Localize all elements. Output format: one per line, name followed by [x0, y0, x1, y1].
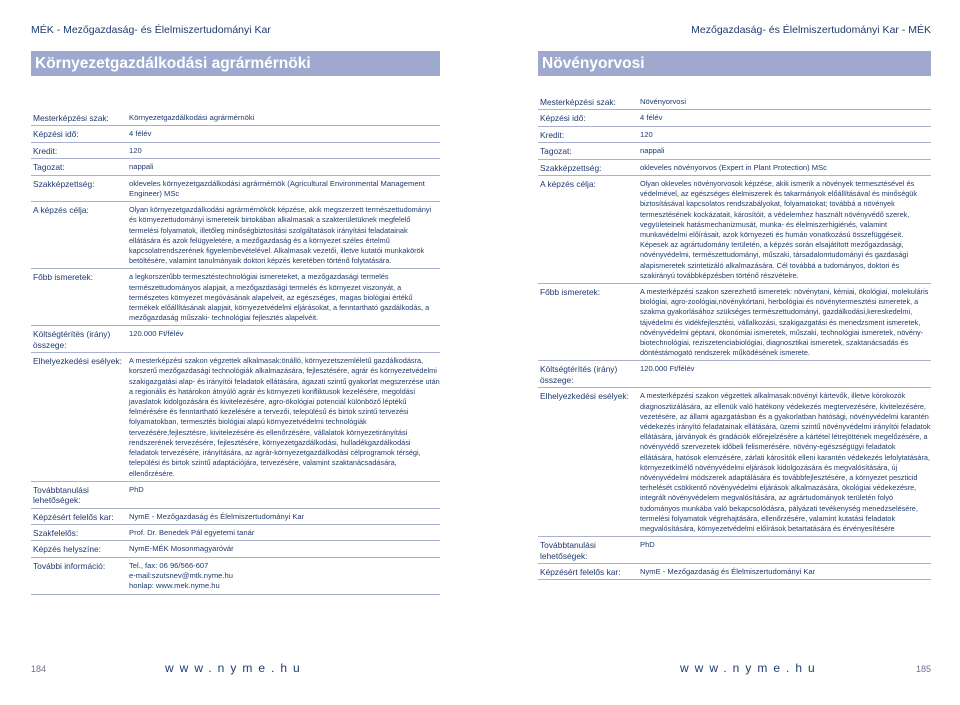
info-row-value: PhD	[129, 484, 144, 494]
info-row-label: Képzés helyszíne:	[33, 544, 101, 555]
info-row-value: Tel., fax: 06 96/566-607 e-mail:szutsnev@mtk.nyme.hu honlap: www.mek.nyme.hu	[129, 560, 233, 591]
info-row-value: Növényorvosi	[640, 97, 687, 106]
info-row	[538, 110, 931, 126]
info-row-label: Tagozat:	[540, 146, 572, 157]
info-row-value: Környezetgazdálkodási agrármérnöki	[129, 113, 255, 122]
info-row-label: A képzés célja:	[540, 179, 596, 190]
info-row	[538, 143, 931, 159]
info-row-value: 120.000 Ft/félév	[640, 364, 695, 374]
info-row-value: 120	[640, 129, 653, 139]
info-row	[538, 564, 931, 580]
info-row-value: A mesterképzési szakon végzettek alkalmasak:növényi kártevők, illetve kórokozók diagnosztizálására, az ellenük való hatékony védekezés megtervezésére, kivitelezésére, vezetésére, az állami agazgatásban és a gyakorlatban hatósági, növényvédelmi karantén védekezés irányító feladatainak ellátására, üzemi szintű növényvédelmi irányítói feladatok ellátására, járványok és gradációk előrejelzésére a kártétel létrejöttének megelőzésére, a növényvédő szervezetek időbeli felismerésére. növény-egészségügyi feladatok ellátására, hatósok elemzésére, zárlati károsítók elleni karantén védekezés lefolytatására, környezetkímélő növényvédelmi eljárások kidolgozására és megvalósítására, új növényvédelmi módszerek adaptálására és továbbfejlesztésére, a környezet peszticid terhelését csökkentő növényvédelmi eljárások alkalmazására, ökológiai védekezésre, integrált növényvédelem megvalósítására, az agrártudományok területén folyó tudományos munkába való bekapcsolódásra, pályázati tevékenység menedzselésére, termelési folyamatok végrehajtására, ellenőrzésére, valamint kutatási feladatok megvalósítására, környezetvédelmi előírások betartatására és érvényesítésére	[640, 391, 931, 533]
info-row-label: Képzésért felelős kar:	[33, 511, 114, 522]
info-row	[31, 126, 440, 142]
info-row-label: Szakfelelős:	[33, 527, 79, 538]
info-row-label: Főbb ismeretek:	[540, 287, 601, 298]
info-row-value: A mesterképzési szakon szerezhető ismeretek: növénytani, kémiai, ökológiai, molekuláris biológiai, agro-zoológiai,növénykórtani, herbológiai és növénytermesztési ismeretek, a szakma gyakorlásához szükséges természettudományi, gazdálkodási,kereskedelmi, tájvédelmi és vidékfejlesztési, vállalkozási, szakigazgatási és menedzsment ismeretek, növényvédelmi géptani, ökonómiai ismeretek, műszaki, technológiai ismeretek, növény-biotechnológiai, reziszetenciabiológiai, diagnosztikai ismeretek, szaktanácsadás és döntéstámogató rendszerek működésének ismerete.	[640, 287, 929, 358]
info-row-label: Továbbtanulási lehetőségek:	[540, 540, 596, 561]
info-row-label: Mesterképzési szak:	[33, 113, 109, 123]
left-info-table	[31, 110, 440, 595]
info-row-value: nappali	[640, 146, 665, 156]
running-head-left: MÉK - Mezőgazdaság- és Élelmiszertudományi Kar	[31, 24, 271, 36]
info-row	[538, 361, 931, 388]
right-program-title: Növényorvosi	[538, 51, 931, 76]
footer-url-left[interactable]: www.nyme.hu	[165, 661, 306, 675]
info-row-label: Tagozat:	[33, 162, 65, 173]
info-row	[31, 353, 440, 481]
info-row	[31, 509, 440, 525]
info-row-value: NymE - Mezőgazdaság és Élelmiszertudományi Kar	[640, 566, 816, 576]
info-row-label: Költségtérítés (irány) összege:	[33, 329, 111, 350]
info-row-label: Szakképzettség:	[33, 178, 95, 189]
footer-url-right[interactable]: www.nyme.hu	[680, 661, 821, 675]
info-row-value: Prof. Dr. Benedek Pál egyetemi tanár	[129, 527, 255, 537]
info-row-value: A mesterképzési szakon végzettek alkalmasak:önálló, környezetszemléletű gazdálkodásra, korszerű mezőgazdasági technológiák alkalmazására, fejlesztésére, agrár és környezetvédelmi szakigazgatási alap- és irányítói feladatok ellátására, ágazati szintű gyakorlat megszerzése után a regionális és határokon átnyúló agrár és környezeti konfliktusok kezelésére, megoldási javaslatok kidolgozására és kivitelezésére, agro-ökológiai potenciál különböző léptékű felmérésére és fenntartható kezelésére a tervezői, településű és birtok szintű tervezési folyamatokban, termesztés biológiai alapú környezetvédelmi technológiák tervezésére,fejlesztésre, kivitelezésére és ellenőrzésére, vállalatok környezetirányítási rendszerének tervezésére, fejlesztésére, környezetgazdálkodási, hulladékgazdálkodási feladatok tervezésére, irányítására, az agrár-környezetgazdálkodási célprogramok térségi, települési és birtok szintű adaptációjára, tervezésére, valamint szaktanácsadására, ellenőrzésére.	[129, 356, 440, 478]
page-number-left: 184	[31, 664, 47, 674]
info-row-value: nappali	[129, 162, 154, 172]
info-row-value: 120.000 Ft/félév	[129, 329, 184, 339]
info-row	[538, 388, 931, 537]
info-row	[538, 94, 931, 110]
info-row-label: A képzés célja:	[33, 205, 89, 216]
info-row-label: Mesterképzési szak:	[540, 97, 616, 107]
right-info-table	[538, 94, 931, 580]
info-row-value: NymE - Mezőgazdaság és Élelmiszertudományi Kar	[129, 511, 305, 521]
page-number-right: 185	[915, 664, 931, 674]
info-row-value: 120	[129, 145, 142, 155]
info-row	[31, 176, 440, 203]
info-row	[31, 143, 440, 159]
info-row-label: Képzési idő:	[540, 113, 586, 124]
info-row-label: Főbb ismeretek:	[33, 272, 94, 283]
info-row	[538, 176, 931, 284]
info-row-label: További információ:	[33, 560, 106, 571]
info-row-label: Költségtérítés (irány) összege:	[540, 364, 618, 385]
info-row-label: Elhelyezkedési esélyek:	[540, 391, 629, 402]
info-row-label: Képzési idő:	[33, 129, 79, 140]
info-row-value: 4 félév	[129, 129, 152, 139]
info-row-value: Olyan környezetgazdálkodási agrármérnökök képzése, akik megszerzett természettudományi és környezettudományi ismereteik birtokában alkalmasak a szakterületüknek megfelelő termelési folyamatok, illetőleg minőségbiztosítási szolgáltatások irányítási feladatainak ellátására és azok felügyeletére, a mezőgazdaság és a környezet széles értelmű kapcsolatrendszerének figyelembevételével. Alkalmasak vezetői, illetve kutatói munkakörök betöltésére, valamint tanulmányaik doktori képzés keretében történő folytatására.	[129, 205, 432, 266]
info-row	[538, 537, 931, 564]
info-row-value: okleveles növényorvos (Expert in Plant Protection) MSc	[640, 162, 827, 172]
info-row	[538, 160, 931, 176]
info-row-label: Elhelyezkedési esélyek:	[33, 356, 122, 367]
info-row	[31, 326, 440, 353]
info-row-value: PhD	[640, 540, 655, 550]
left-program-title: Környezetgazdálkodási agrármérnöki	[31, 51, 440, 76]
info-row	[31, 269, 440, 326]
info-row	[31, 110, 440, 126]
info-row	[31, 541, 440, 557]
running-head-right: Mezőgazdaság- és Élelmiszertudományi Kar - MÉK	[691, 24, 931, 36]
info-row-label: Kredit:	[540, 129, 565, 140]
info-row-label: Kredit:	[33, 145, 58, 156]
info-row-value: okleveles környezetgazdálkodási agrármérnök (Agricultural Environmental Management Engineer) MSc	[129, 178, 425, 198]
info-row	[31, 159, 440, 175]
info-row-value: 4 félév	[640, 113, 663, 123]
info-row-label: Képzésért felelős kar:	[540, 566, 621, 577]
info-row	[31, 482, 440, 509]
info-row-value: Olyan okleveles növényorvosok képzése, akik ismerik a növények termesztésével és védelmével, az egészséges élelmiszerek és takarmányok előállításával és minőségük biztosításával kapcsolatos rendszabályokat, folyamatokat; továbbá a növények termesztésének kockázatait, károsítóit, a védelemhez használt növényvédő szerek, vegyületeinek hatásmechanizmusát, munka- és élelmiszerhigiénés, valamint munkavédelmi előírásait, azok környezeti és humán vonatkozású összefüggéseit. Képesek az agrártudomány területén, a képzés során elsajátított mezőgazdasági, növényvédelmi, természettudományi, műszaki, társadalomtudományi és gazdasági alapismeretek szintetizáló alkalmazására. Cél továbbá a tudományos, doktori és szakirányú továbbképzésben történő részvételre.	[640, 179, 918, 280]
info-row	[538, 284, 931, 361]
info-row-label: Továbbtanulási lehetőségek:	[33, 484, 89, 506]
info-row-label: Szakképzettség:	[540, 162, 602, 173]
info-row	[31, 202, 440, 269]
info-row	[538, 127, 931, 143]
info-row-value: a legkorszerűbb termesztéstechnológiai ismereteket, a mezőgazdasági termelés természettudományos alapjait, a mezőgazdasági termelés és környezet viszonyát, a természetes környezet megóvásának alapelveit, az egészséges, magas biológiai értékű termékek előállításának alapjait, környezetvédelmi eljárásokat, a fenntartható gazdálkodás, a mezőgazdaság műszaki- technológiai fejlesztés alapelvéit.	[129, 272, 430, 323]
info-row-value: NymE-MÉK Mosonmagyaróvár	[129, 544, 234, 554]
info-row	[31, 558, 440, 595]
info-row	[31, 525, 440, 541]
